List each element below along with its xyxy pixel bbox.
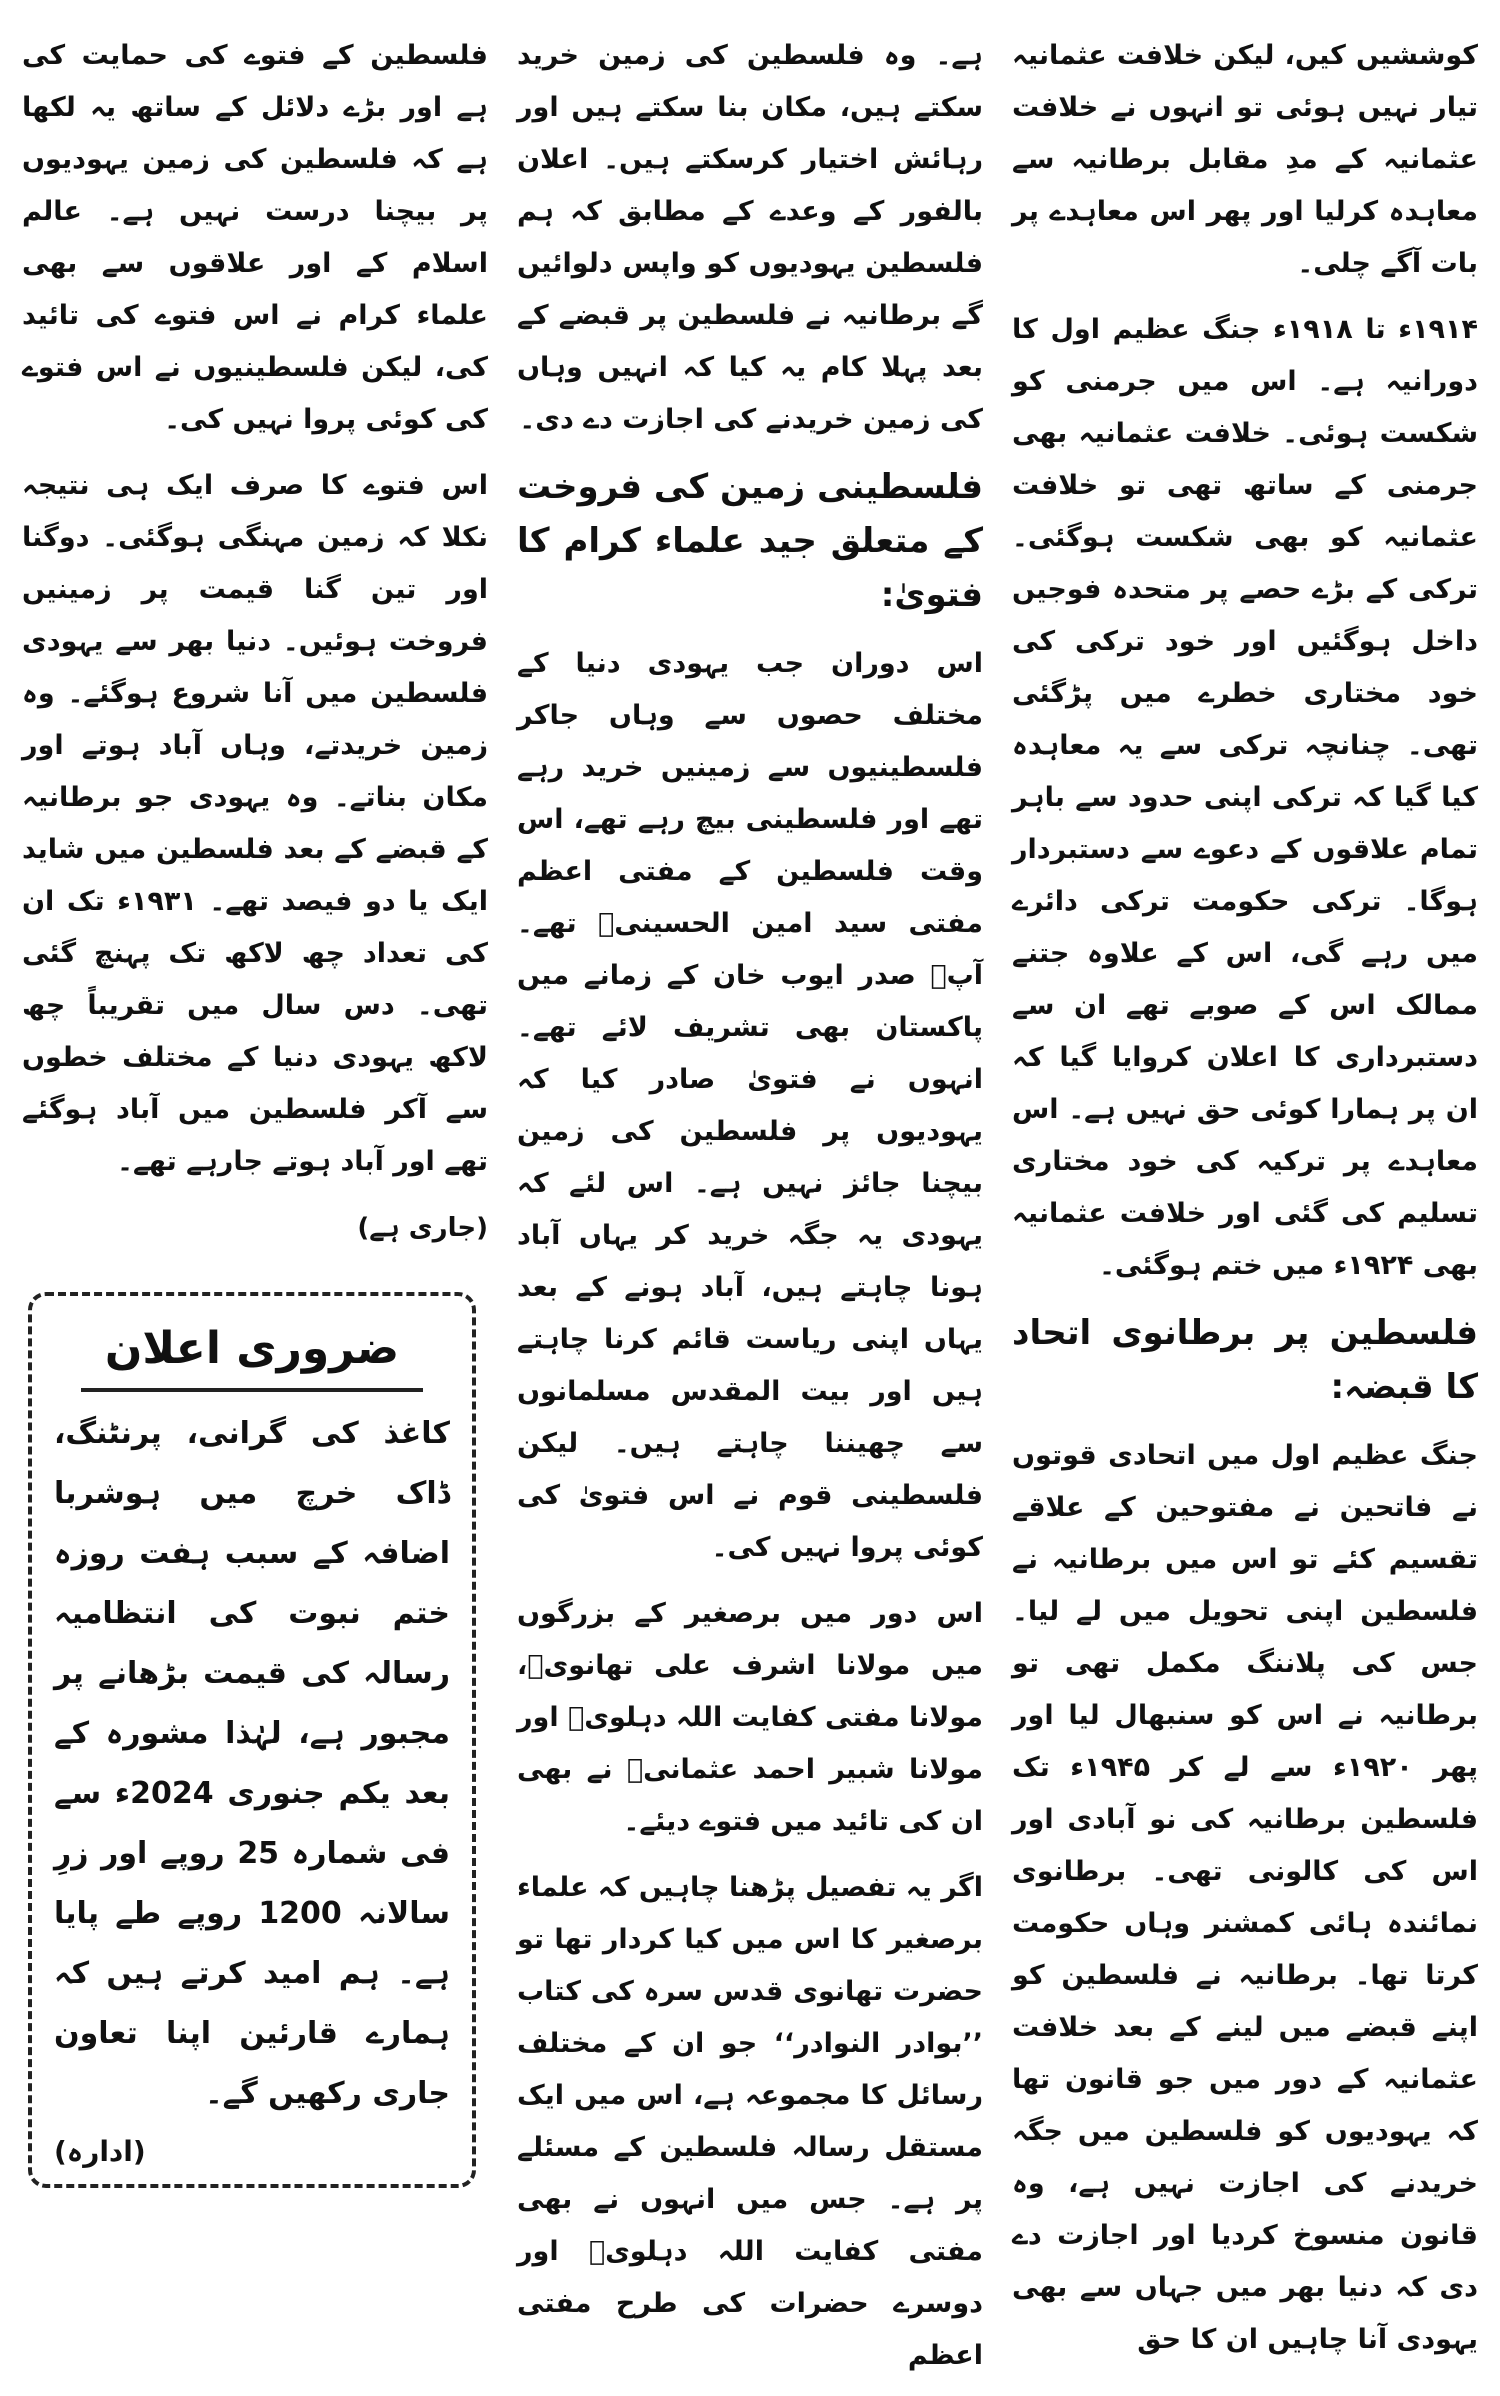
paragraph: جنگ عظیم اول میں اتحادی قوتوں نے فاتحین نے مفتوحین کے علاقے تقسیم کئے تو اس میں برطانیہ نے فلسطین اپنی تحویل میں لے لیا۔ جس کی پلاننگ مکمل تھی تو برطانیہ نے اس کو سنبھال لیا اور پھر ۱۹۲۰ء سے لے کر ۱۹۴۵ء تک فلسطین برطانیہ کی نو آبادی اور اس کی کالونی تھی۔ برطانوی نمائندہ ہائی کمشنر وہاں حکومت کرتا تھا۔ برطانیہ نے فلسطین کو اپنے قبضے میں لینے کے بعد خلافت عثمانیہ کے دور میں جو قانون تھا کہ یہودیوں کو فلسطین میں جگہ خریدنے کی اجازت نہیں ہے، وہ قانون منسوخ کردیا اور اجازت دے دی کہ دنیا بھر میں جہاں سے بھی یہودی آنا چاہیں ان کا حق (1012, 1440, 1478, 2355)
section-heading: فلسطین پر برطانوی اتحاد کا قبضہ: (1012, 1313, 1478, 1407)
paragraph: فلسطین کے فتوے کی حمایت کی ہے اور بڑے دلائل کے ساتھ یہ لکھا ہے کہ فلسطین کی زمین یہودیوں پر بیچنا درست نہیں ہے۔ عالم اسلام کے اور علاقوں سے بھی علماء کرام نے اس فتوے کی تائید کی، لیکن فلسطینیوں نے اس فتوے کی کوئی پروا نہیں کی۔ (22, 40, 488, 435)
paragraph: کوششیں کیں، لیکن خلافت عثمانیہ تیار نہیں ہوئی تو انہوں نے خلافت عثمانیہ کے مدِ مقابل برطانیہ سے معاہدہ کرلیا اور پھر اس معاہدے پر بات آگے چلی۔ (1012, 40, 1478, 279)
paragraph: ۱۹۱۴ء تا ۱۹۱۸ء جنگ عظیم اول کا دورانیہ ہے۔ اس میں جرمنی کو شکست ہوئی۔ خلافت عثمانیہ بھی جرمنی کے ساتھ تھی تو خلافت عثمانیہ کو بھی شکست ہوگئی۔ ترکی کے بڑے حصے پر متحدہ فوجیں داخل ہوگئیں اور خود ترکی کی خود مختاری خطرے میں پڑگئی تھی۔ چنانچہ ترکی سے یہ معاہدہ کیا گیا کہ ترکی اپنی حدود سے باہر تمام علاقوں کے دعوے سے دستبردار ہوگا۔ ترکی حکومت ترکی دائرے میں رہے گی، اس کے علاوہ جتنے ممالک اس کے صوبے تھے ان سے دستبرداری کا اعلان کروایا گیا کہ ان پر ہمارا کوئی حق نہیں ہے۔ اس معاہدے پر ترکیہ کی خود مختاری تسلیم کی گئی اور خلافت عثمانیہ بھی ۱۹۲۴ء میں ختم ہوگئی۔ (1012, 314, 1478, 1281)
notice-title: ضروری اعلان (81, 1314, 423, 1392)
section-heading: فلسطینی زمین کی فروخت کے متعلق جید علماء کرام کا فتویٰ: (517, 467, 983, 615)
notice-body: کاغذ کی گرانی، پرنٹنگ، ڈاک خرچ میں ہوشربا اضافہ کے سبب ہفت روزہ ختم نبوت کی انتظامیہ رسالہ کی قیمت بڑھانے پر مجبور ہے، لہٰذا مشورہ کے بعد یکم جنوری 2024ء سے فی شمارہ 25 روپے اور زرِ سالانہ 1200 روپے طے پایا ہے۔ ہم امید کرتے ہیں کہ ہمارے قارئین اپنا تعاون جاری رکھیں گے۔ (54, 1416, 450, 2111)
article-column-right (1012, 30, 1478, 2380)
paragraph: ہے۔ وہ فلسطین کی زمین خرید سکتے ہیں، مکان بنا سکتے ہیں اور رہائش اختیار کرسکتے ہیں۔ اعلان بالفور کے وعدے کے مطابق کہ ہم فلسطین یہودیوں کو واپس دلوائیں گے برطانیہ نے فلسطین پر قبضے کے بعد پہلا کام یہ کیا کہ انہیں وہاں کی زمین خریدنے کی اجازت دے دی۔ (517, 40, 983, 435)
article-column-left (22, 30, 488, 1250)
paragraph: اگر یہ تفصیل پڑھنا چاہیں کہ علماء برصغیر کا اس میں کیا کردار تھا تو حضرت تھانوی قدس سرہ کی کتاب ’’بوادر النوادر‘‘ جو ان کے مختلف رسائل کا مجموعہ ہے، اس میں ایک مستقل رسالہ فلسطین کے مسئلے پر ہے۔ جس میں انہوں نے بھی مفتی کفایت اللہ دہلویؒ اور دوسرے حضرات کی طرح مفتی اعظم (517, 1872, 983, 2371)
notice-signature: (ادارہ) (54, 2135, 146, 2168)
paragraph: اس دوران جب یہودی دنیا کے مختلف حصوں سے وہاں جاکر فلسطینیوں سے زمینیں خرید رہے تھے اور فلسطینی بیچ رہے تھے، اس وقت فلسطین کے مفتی اعظم مفتی سید امین الحسینیؒ تھے۔ آپؒ صدر ایوب خان کے زمانے میں پاکستان بھی تشریف لائے تھے۔ انہوں نے فتویٰ صادر کیا کہ یہودیوں پر فلسطین کی زمین بیچنا جائز نہیں ہے۔ اس لئے کہ یہودی یہ جگہ خرید کر یہاں آباد ہونا چاہتے ہیں، آباد ہونے کے بعد یہاں اپنی ریاست قائم کرنا چاہتے ہیں اور بیت المقدس مسلمانوں سے چھیننا چاہتے ہیں۔ لیکن فلسطینی قوم نے اس فتویٰ کی کوئی پروا نہیں کی۔ (517, 648, 983, 1563)
continued-note: (جاری ہے) (357, 1213, 488, 1243)
notice-title-wrap (54, 1314, 450, 1404)
paragraph: اس دور میں برصغیر کے بزرگوں میں مولانا اشرف علی تھانویؒ، مولانا مفتی کفایت اللہ دہلویؒ اور مولانا شبیر احمد عثمانیؒ نے بھی ان کی تائید میں فتوے دیئے۔ (517, 1598, 983, 1837)
article-column-middle (517, 30, 983, 2396)
paragraph: اس فتوے کا صرف ایک ہی نتیجہ نکلا کہ زمین مہنگی ہوگئی۔ دوگنا اور تین گنا قیمت پر زمینیں فروخت ہوئیں۔ دنیا بھر سے یہودی فلسطین میں آنا شروع ہوگئے۔ وہ زمین خریدتے، وہاں آباد ہوتے اور مکان بناتے۔ وہ یہودی جو برطانیہ کے قبضے کے بعد فلسطین میں شاید ایک یا دو فیصد تھے۔ ۱۹۳۱ء تک ان کی تعداد چھ لاکھ تک پہنچ گئی تھی۔ دس سال میں تقریباً چھ لاکھ یہودی دنیا کے مختلف خطوں سے آکر فلسطین میں آباد ہوگئے تھے اور آباد ہوتے جارہے تھے۔ (22, 470, 488, 1177)
notice-box (28, 1292, 476, 2188)
